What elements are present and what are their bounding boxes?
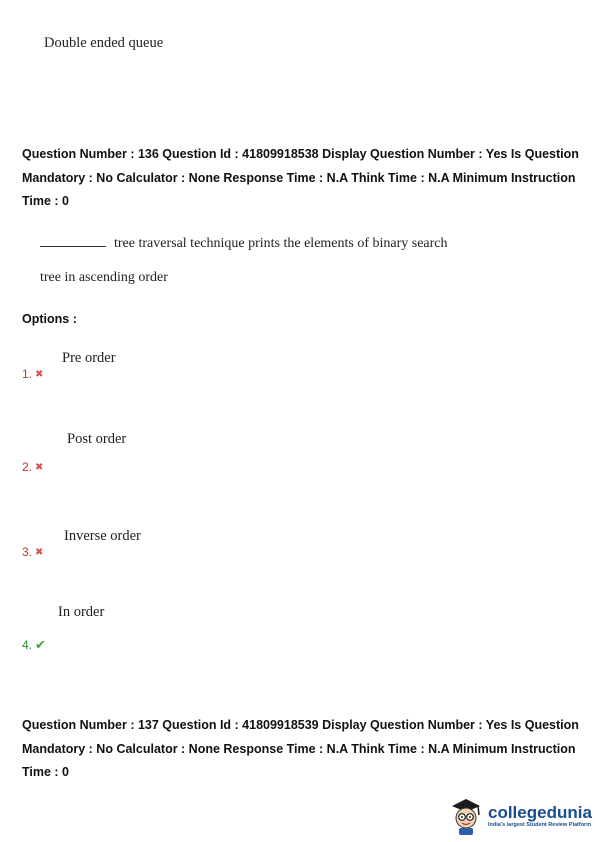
collegedunia-logo[interactable] — [448, 796, 592, 836]
wrong-cross-icon: ✖ — [35, 368, 44, 380]
option-number-label: 1. — [22, 367, 33, 381]
question-136-meta — [22, 143, 582, 214]
correct-check-icon: ✔ — [35, 637, 46, 652]
meta-line: Mandatory : No Calculator : None Response Time : N.A Think Time : N.A Minimum Instruction — [22, 741, 576, 756]
options-label: Options : — [22, 312, 77, 326]
option-3-text: Inverse order — [64, 528, 141, 544]
option-number-label: 2. — [22, 460, 33, 474]
option-4-number — [22, 637, 46, 653]
question-text: tree traversal technique prints the elements of binary search — [114, 236, 448, 251]
meta-line: Time : 0 — [22, 765, 70, 779]
question-text-line-2: tree in ascending order — [40, 270, 168, 285]
meta-line: Question Number : 136 Question Id : 41809918538 Display Question Number : Yes Is Question — [22, 147, 579, 161]
option-4-text: In order — [58, 604, 105, 620]
option-number-label: 4. — [22, 638, 33, 652]
question-137-meta — [22, 714, 582, 785]
option-2-number — [22, 460, 43, 474]
option-1-number — [22, 367, 43, 381]
question-text-line-1 — [40, 234, 448, 252]
wrong-cross-icon: ✖ — [35, 546, 44, 558]
fill-in-blank — [40, 234, 106, 247]
meta-line: Question Number : 137 Question Id : 41809918539 Display Question Number : Yes Is Question — [22, 718, 579, 732]
mascot-icon — [448, 796, 484, 836]
logo-wordmark: collegedunia — [488, 803, 592, 822]
option-1-text: Pre order — [62, 350, 116, 366]
meta-line: Mandatory : No Calculator : None Response Time : N.A Think Time : N.A Minimum Instruction — [22, 170, 576, 185]
option-number-label: 3. — [22, 545, 33, 559]
wrong-cross-icon: ✖ — [35, 461, 44, 473]
previous-option-text: Double ended queue — [44, 35, 164, 51]
option-3-number — [22, 545, 43, 559]
logo-tagline: India's largest Student Review Platform — [488, 822, 592, 828]
meta-line: Time : 0 — [22, 194, 70, 208]
option-2-text: Post order — [67, 431, 127, 447]
